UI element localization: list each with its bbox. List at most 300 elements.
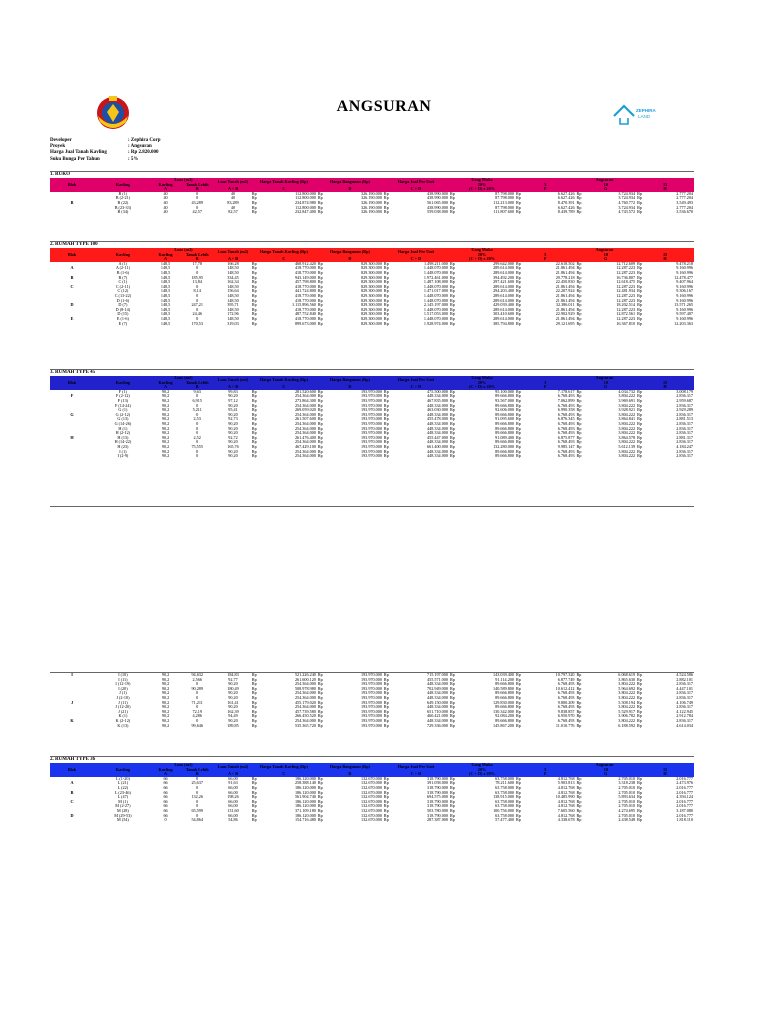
cell-rp: Rp: [383, 200, 389, 205]
cell-blok: B: [70, 200, 74, 205]
cell-rp: Rp: [516, 289, 521, 294]
cell-angsuran-10: 3.864.578: [618, 435, 636, 440]
cell-rp: Rp: [516, 421, 521, 426]
cell-harga-jual: 448.334.000: [427, 426, 448, 431]
cell-rp: Rp: [251, 389, 257, 394]
header-col-b: B: [179, 385, 215, 390]
cell-rp: Rp: [637, 454, 642, 459]
cell-rp: Rp: [449, 790, 455, 795]
header-uang-muka-pct: 20%: [449, 253, 515, 258]
cell-rp: Rp: [516, 266, 521, 271]
cell-angsuran-5: 21.861.494: [555, 266, 575, 271]
cell-harga-bangunan: 193.970.000: [360, 444, 382, 449]
cell-rp: Rp: [317, 718, 323, 723]
cell-kavling: F (14-24): [114, 403, 131, 408]
cell-harga-bangunan: 132.670.000: [360, 781, 382, 786]
header-year-15: 15: [636, 253, 694, 258]
cell-rp: Rp: [449, 417, 455, 422]
cell-harga-jual: 448.334.000: [427, 431, 448, 436]
cell-uang-muka: 63.758.000: [495, 776, 515, 781]
cell-harga-jual: 463.030.000: [427, 408, 448, 413]
cell-rp: Rp: [383, 280, 389, 285]
cell-rp: Rp: [317, 426, 323, 431]
cell-angsuran-10: 3.804.222: [618, 421, 636, 426]
cell-rp: Rp: [637, 398, 642, 403]
cell-angsuran-5: 6.768.493: [557, 449, 575, 454]
cell-rp: Rp: [317, 686, 323, 691]
cell-rp: Rp: [449, 270, 455, 275]
info-value: : 5%: [128, 156, 139, 162]
cell-rp: Rp: [449, 804, 455, 809]
cell-rp: Rp: [383, 808, 389, 813]
cell-rp: Rp: [317, 389, 323, 394]
cell-rp: Rp: [449, 316, 455, 321]
cell-luas-tanah: 66,00: [228, 776, 238, 781]
cell-rp: Rp: [576, 818, 582, 823]
cell-harga-tanah: 232.847.400: [294, 210, 316, 215]
cell-rp: Rp: [576, 408, 582, 413]
cell-angsuran-15: 4.447.101: [676, 686, 693, 691]
cell-harga-tanah: 234.874.980: [294, 200, 316, 205]
cell-rp: Rp: [637, 808, 642, 813]
cell-rp: Rp: [637, 196, 642, 201]
cell-harga-bangunan: 829.300.000: [360, 270, 382, 275]
cell-harga-tanah: 266.450.520: [294, 714, 316, 719]
cell-kavling: B (1): [118, 191, 128, 196]
cell-harga-tanah: 254.364.000: [294, 431, 316, 436]
cell-angsuran-10: 3.724.934: [618, 196, 636, 201]
cell-kavling: E (1-6): [116, 316, 129, 321]
cell-rp: Rp: [515, 677, 521, 682]
cell-rp: Rp: [449, 776, 455, 781]
header-col-e: (C + D) x 20%: [449, 385, 515, 390]
cell-angsuran-15: 2.016.777: [676, 790, 693, 795]
cell-rp: Rp: [576, 440, 582, 445]
cell-harga-jual: 391.058.000: [427, 781, 448, 786]
cell-tanah-lebih: 0: [196, 691, 199, 696]
cell-angsuran-15: 2.836.317: [676, 394, 693, 399]
cell-kavling: I (12-19): [115, 682, 131, 687]
cell-rp: Rp: [576, 280, 582, 285]
cell-rp: Rp: [516, 813, 521, 818]
cell-rp: Rp: [576, 677, 582, 682]
cell-angsuran-15: 2.016.777: [676, 799, 693, 804]
cell-harga-jual: 448.334.000: [427, 682, 448, 687]
cell-rp: Rp: [251, 799, 257, 804]
cell-rp: Rp: [317, 284, 323, 289]
cell-rp: Rp: [637, 417, 642, 422]
cell-rp: Rp: [516, 205, 521, 210]
cell-kavling: H (1): [118, 426, 128, 431]
cell-rp: Rp: [637, 205, 642, 210]
header-year-5: 5: [515, 253, 576, 258]
cell-rp: Rp: [576, 813, 582, 818]
cell-rp: Rp: [637, 818, 642, 823]
cell-kavling: F (13): [117, 398, 129, 403]
header-uang-muka: Uang Muka: [449, 178, 515, 183]
cell-tanah-lebih: 0: [196, 284, 199, 289]
cell-luas-tanah: 90,20: [228, 426, 238, 431]
cell-angsuran-5: 6.768.493: [557, 440, 575, 445]
cell-rp: Rp: [251, 284, 257, 289]
header-col-h: H: [636, 385, 694, 390]
cell-luas-kavling: 90,2: [161, 714, 170, 719]
cell-rp: Rp: [251, 316, 257, 321]
cell-tanah-lebih: 71,211: [191, 700, 203, 705]
cell-rp: Rp: [637, 394, 642, 399]
cell-kavling: I (11): [118, 677, 128, 682]
cell-harga-bangunan: 193.970.000: [360, 431, 382, 436]
cell-rp: Rp: [383, 709, 389, 714]
cell-angsuran-10: 12.618.475: [616, 280, 636, 285]
info-value: : Rp 2.820.000: [128, 150, 159, 156]
header-blok: Blok: [50, 178, 94, 192]
cell-rp: Rp: [449, 275, 455, 280]
cell-angsuran-15: 2.836.317: [676, 403, 693, 408]
cell-harga-jual: 559.038.000: [427, 210, 448, 215]
cell-luas-tanah: 66,00: [228, 799, 238, 804]
cell-rp: Rp: [576, 200, 582, 205]
cell-harga-bangunan: 193.970.000: [360, 686, 382, 691]
cell-rp: Rp: [317, 449, 323, 454]
cell-harga-jual: 438.990.000: [427, 205, 448, 210]
cell-kavling: B (2-21): [115, 196, 131, 201]
cell-angsuran-15: 2.836.317: [676, 426, 693, 431]
cell-rp: Rp: [637, 389, 642, 394]
cell-rp: Rp: [516, 808, 521, 813]
cell-luas-kavling: 148,5: [160, 312, 171, 317]
cell-rp: Rp: [516, 307, 521, 312]
cell-harga-jual: 1.517.053.000: [423, 312, 448, 317]
cell-tanah-lebih: 5,211: [192, 408, 202, 413]
cell-luas-tanah: 90,20: [228, 394, 238, 399]
cell-rp: Rp: [449, 293, 455, 298]
cell-harga-tanah: 418.770.000: [294, 293, 316, 298]
cell-rp: Rp: [637, 266, 642, 271]
cell-harga-bangunan: 193.970.000: [360, 440, 382, 445]
cell-harga-tanah: 455.179.020: [294, 700, 316, 705]
header-kavling: Kavling: [94, 178, 152, 192]
cell-rp: Rp: [637, 298, 642, 303]
header-kavling: Kavling: [94, 376, 152, 390]
cell-blok: J: [70, 700, 74, 705]
cell-harga-bangunan: 193.970.000: [360, 709, 382, 714]
cell-kavling: B (34): [117, 210, 129, 215]
cell-luas-kavling: 66: [163, 776, 168, 781]
cell-rp: Rp: [449, 673, 455, 677]
header-col-cd: C + D: [383, 385, 449, 390]
cell-harga-jual: 1.448.070.000: [423, 316, 448, 321]
cell-rp: Rp: [383, 686, 389, 691]
cell-harga-tanah: 457.798.800: [294, 280, 316, 285]
cell-kavling: B (22): [117, 200, 129, 205]
cell-kavling: D (1-6): [116, 298, 130, 303]
cell-rp: Rp: [251, 714, 257, 719]
cell-tanah-lebih: 43,289: [191, 200, 203, 205]
header-col-h: H: [636, 772, 694, 777]
cell-rp: Rp: [251, 298, 257, 303]
table-row: [50, 818, 694, 823]
cell-rp: Rp: [516, 312, 521, 317]
cell-rp: Rp: [383, 298, 389, 303]
cell-harga-bangunan: 193.970.000: [360, 673, 382, 677]
cell-rp: Rp: [576, 312, 582, 317]
cell-rp: Rp: [383, 316, 389, 321]
cell-harga-jual: 318.790.000: [427, 804, 448, 809]
header-uang-muka-pct: 20%: [449, 768, 515, 773]
cell-angsuran-5: 21.861.494: [555, 316, 575, 321]
installment-table: [50, 248, 694, 326]
cell-luas-tanah: 92,73: [228, 417, 238, 422]
cell-rp: Rp: [449, 677, 455, 682]
cell-harga-jual: 467.835.000: [427, 398, 448, 403]
installment-table: [50, 376, 694, 459]
cell-luas-tanah: 40: [230, 196, 236, 201]
cell-angsuran-10: 4.274.695: [618, 808, 636, 813]
cell-rp: Rp: [637, 210, 642, 215]
cell-rp: Rp: [576, 403, 582, 408]
cell-rp: Rp: [317, 270, 323, 275]
cell-rp: Rp: [317, 398, 323, 403]
cell-harga-tanah: 468.912.420: [294, 261, 316, 266]
header-col-a: A: [152, 257, 180, 262]
cell-uang-muka: 89.666.800: [495, 421, 515, 426]
cell-rp: Rp: [383, 718, 389, 723]
cell-angsuran-15: 2.016.777: [676, 804, 693, 809]
cell-uang-muka: 138.915.000: [493, 795, 515, 800]
cell-rp: Rp: [637, 682, 642, 687]
cell-luas-kavling: 148,5: [160, 298, 171, 303]
cell-rp: Rp: [576, 394, 582, 399]
cell-angsuran-15: 9.160.996: [676, 266, 693, 271]
cell-angsuran-15: 2.777.204: [676, 191, 693, 196]
cell-blok: D: [70, 303, 74, 308]
cell-angsuran-5: 4.812.768: [557, 785, 575, 790]
cell-angsuran-15: 9.160.996: [676, 293, 693, 298]
cell-angsuran-10: 4.760.772: [618, 200, 636, 205]
cell-blok: C: [70, 284, 74, 289]
cell-tanah-lebih: 90,289: [191, 686, 203, 691]
svg-text:ZEPHIRA: ZEPHIRA: [636, 108, 656, 113]
cell-harga-jual: 287.387.000: [427, 818, 448, 823]
cell-rp: Rp: [251, 280, 257, 285]
cell-rp: Rp: [516, 398, 521, 403]
cell-tanah-lebih: 0: [196, 293, 199, 298]
cell-tanah-lebih: 6,915: [192, 398, 202, 403]
cell-rp: Rp: [317, 714, 323, 719]
cell-luas-kavling: 66: [163, 808, 168, 813]
cell-rp: Rp: [251, 440, 257, 445]
cell-kavling: D (7): [118, 303, 128, 308]
header-luas-tanah: Luas Tanah (m2): [215, 376, 251, 385]
cell-harga-tanah: 254.364.000: [294, 449, 316, 454]
header-harga-tanah: Harga Tanah Kavling (Rp): [251, 763, 317, 772]
cell-rp: Rp: [383, 804, 389, 809]
cell-luas-kavling: 66: [163, 813, 168, 818]
header-col-b: B: [179, 257, 215, 262]
cell-luas-kavling: 90,2: [161, 449, 170, 454]
cell-luas-tanah: 148,50: [227, 316, 239, 321]
header-col-f: F: [515, 187, 576, 192]
cell-kavling: D (15): [117, 312, 129, 317]
cell-rp: Rp: [251, 431, 257, 436]
cell-kavling: L (23-46): [114, 790, 131, 795]
cell-kavling: M (1): [118, 799, 128, 804]
cell-rp: Rp: [251, 275, 257, 280]
cell-rp: Rp: [383, 284, 389, 289]
cell-rp: Rp: [637, 403, 642, 408]
cell-harga-jual: 318.790.000: [427, 799, 448, 804]
header-year-5: 5: [515, 768, 576, 773]
cell-uang-muka: 89.666.800: [495, 440, 515, 445]
header-harga-bangunan: Harga Bangunan (Rp): [317, 178, 383, 187]
section-title: 1. RUKO: [50, 172, 70, 177]
cell-angsuran-15: 12.478.477: [674, 275, 693, 280]
cell-rp: Rp: [317, 321, 323, 326]
cell-luas-kavling: 90,2: [161, 440, 170, 445]
cell-angsuran-10: 3.969.691: [618, 398, 636, 403]
cell-tanah-lebih: 0: [196, 440, 199, 445]
cell-rp: Rp: [383, 275, 389, 280]
cell-rp: Rp: [576, 804, 582, 809]
header-col-b: B: [179, 772, 215, 777]
cell-rp: Rp: [449, 781, 455, 786]
cell-rp: Rp: [449, 818, 455, 823]
cell-rp: Rp: [449, 435, 455, 440]
cell-angsuran-10: 3.804.222: [618, 718, 636, 723]
header-luas-tanah: Luas Tanah (m2): [215, 248, 251, 257]
cell-tanah-lebih: 65,599: [191, 808, 203, 813]
cell-rp: Rp: [637, 316, 642, 321]
cell-rp: Rp: [516, 818, 521, 823]
cell-harga-bangunan: 829.300.000: [360, 303, 382, 308]
cell-harga-tanah: 112.800.000: [295, 196, 316, 201]
cell-angsuran-10: 3.804.222: [618, 426, 636, 431]
cell-luas-kavling: 40: [163, 196, 168, 201]
cell-luas-tanah: 66,00: [228, 785, 238, 790]
section-title: 2. RUMAH TYPE 36: [50, 757, 96, 762]
cell-rp: Rp: [383, 790, 389, 795]
cell-harga-bangunan: 132.670.000: [360, 795, 382, 800]
cell-uang-muka: 385.794.800: [493, 321, 515, 326]
cell-uang-muka: 289.614.000: [493, 298, 515, 303]
cell-rp: Rp: [637, 431, 642, 436]
cell-tanah-lebih: 0: [196, 316, 199, 321]
cell-angsuran-5: 6.875.877: [557, 435, 575, 440]
cell-angsuran-5: 10.485.990: [555, 795, 575, 800]
cell-blok: [50, 818, 94, 823]
header-harga-jual: Harga Jual Per Unit: [383, 763, 449, 772]
cell-angsuran-10: 2.705.010: [618, 813, 636, 818]
cell-angsuran-5: 4.812.768: [557, 804, 575, 809]
cell-uang-muka: 143.039.400: [493, 673, 514, 677]
cell-tanah-lebih: 0: [196, 403, 199, 408]
cell-rp: Rp: [449, 454, 455, 459]
cell-rp: Rp: [317, 454, 323, 459]
cell-angsuran-5: 11.010.776: [555, 723, 575, 728]
header-luas: Luas (m2): [152, 763, 215, 768]
cell-rp: Rp: [637, 718, 642, 723]
cell-rp: Rp: [251, 705, 257, 710]
cell-tanah-lebih: 54,864: [191, 818, 203, 823]
cell-rp: Rp: [516, 454, 521, 459]
cell-luas-tanah: 162,34: [227, 280, 239, 285]
cell-kavling: K (2-12): [115, 718, 131, 723]
cell-rp: Rp: [383, 412, 389, 417]
cell-kavling: J (11): [118, 700, 128, 705]
cell-harga-bangunan: 193.970.000: [360, 408, 382, 413]
cell-angsuran-5: 6.768.493: [557, 454, 575, 459]
cell-rp: Rp: [515, 700, 521, 705]
cell-harga-bangunan: 326.190.000: [360, 200, 382, 205]
cell-rp: Rp: [383, 440, 389, 445]
cell-rp: Rp: [449, 408, 455, 413]
cell-tanah-lebih: 24,46: [192, 312, 202, 317]
cell-harga-bangunan: 829.300.000: [360, 275, 382, 280]
cell-rp: Rp: [251, 408, 257, 413]
cell-uang-muka: 92.084.200: [495, 714, 514, 719]
cell-luas-tanah: 148,50: [227, 293, 239, 298]
cell-uang-muka: 100.756.000: [493, 808, 515, 813]
cell-kavling: M (2-27): [115, 804, 131, 809]
cell-rp: Rp: [251, 435, 257, 440]
cell-harga-jual: 1.448.070.000: [423, 293, 448, 298]
cell-rp: Rp: [449, 307, 455, 312]
cell-luas-tanah: 97,12: [228, 398, 238, 403]
cell-rp: Rp: [515, 714, 521, 719]
cell-luas-tanah: 66,00: [228, 813, 238, 818]
cell-angsuran-10: 16.367.810: [616, 321, 636, 326]
cell-harga-bangunan: 193.970.000: [360, 426, 382, 431]
cell-kavling: G (1): [118, 408, 128, 413]
cell-harga-jual: 1.972.461.000: [423, 275, 448, 280]
cell-kavling: B (7): [118, 275, 128, 280]
cell-luas-kavling: 148,5: [160, 280, 171, 285]
cell-harga-bangunan: 132.670.000: [360, 776, 382, 781]
installment-table: [50, 763, 694, 823]
cell-rp: Rp: [317, 280, 323, 285]
cell-angsuran-15: 2.473.976: [676, 781, 693, 786]
cell-luas-tanah: 189,85: [227, 723, 239, 728]
header-col-e: (C + D) x 20%: [449, 772, 515, 777]
cell-angsuran-10: 12.287.223: [616, 307, 636, 312]
cell-blok: A: [70, 781, 74, 786]
cell-luas-tanah: 90,20: [228, 718, 238, 723]
cell-kavling: J (1): [119, 691, 127, 696]
cell-kavling: I (10): [118, 673, 128, 677]
cell-harga-jual: 448.334.000: [427, 421, 448, 426]
cell-rp: Rp: [576, 412, 582, 417]
cell-rp: Rp: [317, 200, 323, 205]
cell-uang-muka: 63.758.000: [495, 813, 515, 818]
cell-angsuran-5: 6.990.358: [557, 408, 575, 413]
cell-rp: Rp: [383, 705, 389, 710]
cell-angsuran-10: 6.188.592: [618, 723, 636, 728]
cell-rp: Rp: [251, 417, 257, 422]
cell-luas-tanah: 90,20: [228, 449, 238, 454]
cell-rp: Rp: [637, 312, 642, 317]
header-harga-tanah: Harga Tanah Kavling (Rp): [251, 178, 317, 187]
cell-rp: Rp: [251, 205, 257, 210]
cell-angsuran-15: 2.016.777: [676, 776, 693, 781]
cell-luas-kavling: 90,2: [161, 723, 170, 728]
cell-kavling: M (29-53): [114, 813, 132, 818]
cell-rp: Rp: [637, 261, 642, 266]
cell-rp: Rp: [383, 781, 389, 786]
cell-luas-tanah: 94,49: [228, 714, 238, 719]
cell-rp: Rp: [317, 421, 323, 426]
divider: [50, 369, 694, 370]
